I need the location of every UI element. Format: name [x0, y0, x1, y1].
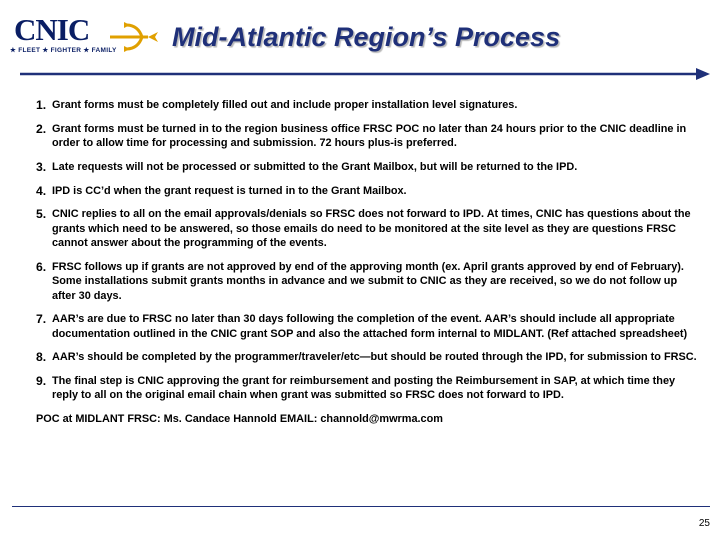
step-item [36, 160, 698, 174]
step-text: AAR’s are due to FRSC no later than 30 days following the completion of the event. AAR’s should include all appropriate documentation outlined in the CNIC grant SOP and also the attached form internal to MIDLANT. (Ref attached spreadsheet) [52, 313, 688, 340]
steps-list [36, 98, 698, 403]
step-text: CNIC replies to all on the email approvals/denials so FRSC does not forward to IPD. At times, CNIC has questions about the grants which need to be answered, so those emails do need to be monitored at the site level as they are questions FRSC cannot answer about the programming of the events. [52, 208, 691, 250]
step-number: 2. [36, 121, 47, 136]
logo-tagline: ★ FLEET ★ FIGHTER ★ FAMILY [10, 47, 117, 54]
step-number: 5. [36, 207, 47, 222]
step-item [36, 207, 698, 250]
step-text: The final step is CNIC approving the grant for reimbursement and posting the Reimbursement in SAP, at which time they reply to all on the original email chain when grant was submitted so FRSC does not forward to IPD. [52, 375, 676, 402]
step-text: IPD is CC’d when the grant request is turned in to the Grant Mailbox. [52, 184, 407, 197]
step-text: FRSC follows up if grants are not approved by end of the approving month (ex. April grants approved by end of February). Some installations submit grants months in advance and we submit to CNIC as they are received, so we do not follow up after 30 days. [52, 260, 684, 302]
title-rule-arrow [20, 62, 712, 86]
step-number: 3. [36, 159, 47, 174]
step-item [36, 260, 698, 303]
process-steps [36, 98, 698, 427]
step-item [36, 350, 698, 364]
step-text: Grant forms must be turned in to the region business office FRSC POC no later than 24 hours prior to the CNIC deadline in order to allow time for processing and submission. 72 hours plus-is preferred. [52, 122, 687, 150]
page-title: Mid-Atlantic Region’s Process [172, 22, 561, 52]
footer-divider [12, 506, 710, 507]
step-number: 8. [36, 350, 47, 365]
step-number: 4. [36, 183, 47, 198]
step-number: 1. [36, 98, 47, 112]
step-text: AAR’s should be completed by the programmer/traveler/etc—but should be routed through the IPD, for submission to FRSC. [52, 351, 697, 364]
page-number: 25 [698, 518, 710, 529]
step-item [36, 374, 698, 403]
step-number: 7. [36, 312, 47, 327]
step-number: 9. [36, 374, 47, 389]
cnic-logo [8, 14, 158, 58]
step-item [36, 184, 698, 198]
step-item [36, 312, 698, 341]
step-text: Late requests will not be processed or submitted to the Grant Mailbox, but will be returned to the IPD. [52, 160, 578, 173]
step-text: Grant forms must be completely filled out and include proper installation level signatures. [52, 99, 518, 111]
poc-contact: POC at MIDLANT FRSC: Ms. Candace Hannold EMAIL: channold@mwrma.com [36, 413, 443, 426]
step-number: 6. [36, 259, 47, 274]
step-item [36, 122, 698, 151]
logo-wordmark: CNIC [14, 12, 90, 47]
step-item [36, 98, 698, 112]
